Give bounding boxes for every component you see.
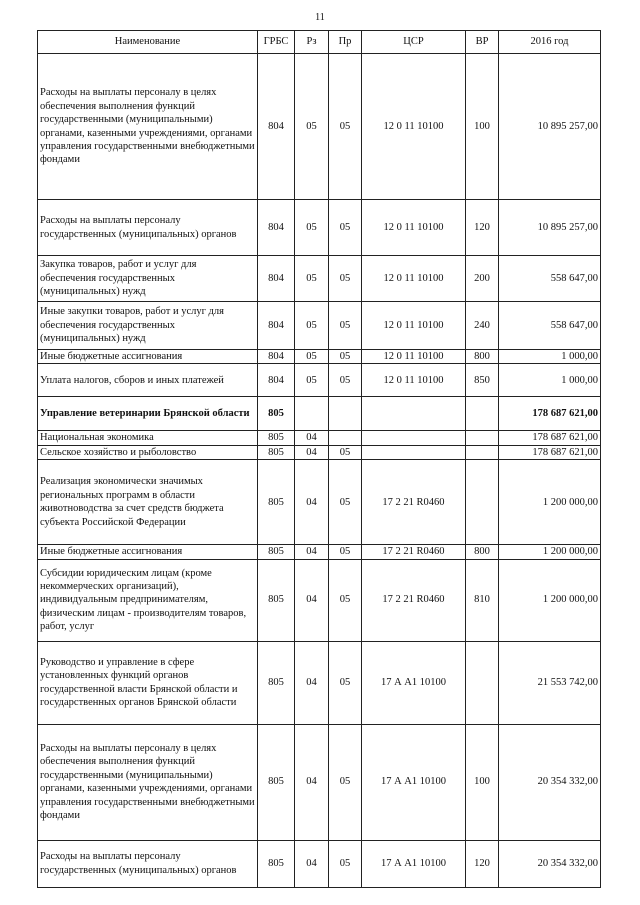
row-amount: 20 354 332,00 [499, 724, 601, 840]
row-name: Управление ветеринарии Брянской области [38, 397, 258, 431]
row-amount: 178 687 621,00 [499, 397, 601, 431]
row-rz: 04 [295, 559, 329, 641]
row-csr [362, 431, 466, 445]
row-rz: 04 [295, 545, 329, 559]
row-pr: 05 [329, 200, 362, 256]
table-row [38, 460, 601, 545]
row-name: Расходы на выплаты персоналу в целях обеспечения выполнения функций государственными (муниципальными) органами, казенными учреждениями, органами управления государственными внебюджетными фондами [38, 724, 258, 840]
row-amount: 558 647,00 [499, 302, 601, 350]
row-rz: 05 [295, 350, 329, 364]
row-amount: 1 000,00 [499, 364, 601, 397]
table-row [38, 364, 601, 397]
row-amount: 20 354 332,00 [499, 840, 601, 887]
row-name: Национальная экономика [38, 431, 258, 445]
row-pr: 05 [329, 54, 362, 200]
row-vr [466, 431, 499, 445]
header-vr: ВР [466, 31, 499, 54]
row-rz: 04 [295, 460, 329, 545]
row-pr [329, 431, 362, 445]
row-vr: 850 [466, 364, 499, 397]
row-pr [329, 397, 362, 431]
row-name: Иные бюджетные ассигнования [38, 545, 258, 559]
row-vr [466, 460, 499, 545]
row-grbs: 804 [258, 256, 295, 302]
row-vr: 120 [466, 200, 499, 256]
row-pr: 05 [329, 545, 362, 559]
row-amount: 1 000,00 [499, 350, 601, 364]
row-rz: 04 [295, 840, 329, 887]
row-vr: 120 [466, 840, 499, 887]
row-amount: 10 895 257,00 [499, 200, 601, 256]
row-grbs: 805 [258, 445, 295, 459]
row-name: Уплата налогов, сборов и иных платежей [38, 364, 258, 397]
table-row [38, 724, 601, 840]
row-pr: 05 [329, 559, 362, 641]
row-pr: 05 [329, 460, 362, 545]
table-row [38, 54, 601, 200]
row-name: Расходы на выплаты персоналу государственных (муниципальных) органов [38, 200, 258, 256]
header-year: 2016 год [499, 31, 601, 54]
row-name: Иные бюджетные ассигнования [38, 350, 258, 364]
row-name: Сельское хозяйство и рыболовство [38, 445, 258, 459]
row-name: Расходы на выплаты персоналу в целях обеспечения выполнения функций государственными (муниципальными) органами, казенными учреждениями, органами управления государственными внебюджетными фондами [38, 54, 258, 200]
row-vr [466, 445, 499, 459]
row-rz: 05 [295, 364, 329, 397]
row-csr: 17 А А1 10100 [362, 724, 466, 840]
row-rz [295, 397, 329, 431]
row-grbs: 804 [258, 350, 295, 364]
row-amount: 178 687 621,00 [499, 431, 601, 445]
row-grbs: 805 [258, 840, 295, 887]
row-pr: 05 [329, 445, 362, 459]
table-row [38, 200, 601, 256]
row-vr: 100 [466, 54, 499, 200]
row-amount: 1 200 000,00 [499, 545, 601, 559]
row-grbs: 805 [258, 724, 295, 840]
row-pr: 05 [329, 256, 362, 302]
row-csr: 12 0 11 10100 [362, 256, 466, 302]
row-name: Субсидии юридическим лицам (кроме некоммерческих организаций), индивидуальным предпринимателям, физическим лицам - производителям товаров, работ, услуг [38, 559, 258, 641]
header-name: Наименование [38, 31, 258, 54]
table-row [38, 397, 601, 431]
row-name: Иные закупки товаров, работ и услуг для обеспечения государственных (муниципальных) нужд [38, 302, 258, 350]
header-grbs: ГРБС [258, 31, 295, 54]
header-csr: ЦСР [362, 31, 466, 54]
row-grbs: 804 [258, 200, 295, 256]
row-rz: 05 [295, 302, 329, 350]
row-grbs: 804 [258, 364, 295, 397]
table-row [38, 545, 601, 559]
row-name: Расходы на выплаты персоналу государственных (муниципальных) органов [38, 840, 258, 887]
row-csr: 12 0 11 10100 [362, 302, 466, 350]
row-amount: 558 647,00 [499, 256, 601, 302]
row-amount: 178 687 621,00 [499, 445, 601, 459]
row-vr: 800 [466, 545, 499, 559]
row-grbs: 804 [258, 54, 295, 200]
row-vr: 200 [466, 256, 499, 302]
header-rz: Рз [295, 31, 329, 54]
row-grbs: 805 [258, 545, 295, 559]
row-csr: 12 0 11 10100 [362, 364, 466, 397]
row-vr: 100 [466, 724, 499, 840]
table-row [38, 431, 601, 445]
row-vr: 800 [466, 350, 499, 364]
row-csr: 17 2 21 R0460 [362, 559, 466, 641]
row-grbs: 805 [258, 460, 295, 545]
row-amount: 10 895 257,00 [499, 54, 601, 200]
row-csr: 12 0 11 10100 [362, 350, 466, 364]
row-amount: 21 553 742,00 [499, 641, 601, 724]
table-row [38, 302, 601, 350]
row-csr: 12 0 11 10100 [362, 200, 466, 256]
row-name: Реализация экономически значимых региональных программ в области животноводства за счет средств бюджета субъекта Российской Федерации [38, 460, 258, 545]
row-rz: 04 [295, 431, 329, 445]
row-pr: 05 [329, 350, 362, 364]
row-csr: 17 2 21 R0460 [362, 460, 466, 545]
row-rz: 05 [295, 200, 329, 256]
row-pr: 05 [329, 302, 362, 350]
row-csr: 17 А А1 10100 [362, 641, 466, 724]
row-amount: 1 200 000,00 [499, 559, 601, 641]
row-name: Закупка товаров, работ и услуг для обеспечения государственных (муниципальных) нужд [38, 256, 258, 302]
row-amount: 1 200 000,00 [499, 460, 601, 545]
row-pr: 05 [329, 840, 362, 887]
row-csr: 17 А А1 10100 [362, 840, 466, 887]
row-vr: 240 [466, 302, 499, 350]
row-rz: 04 [295, 445, 329, 459]
row-grbs: 804 [258, 302, 295, 350]
row-rz: 04 [295, 724, 329, 840]
row-csr: 12 0 11 10100 [362, 54, 466, 200]
row-pr: 05 [329, 724, 362, 840]
row-grbs: 805 [258, 431, 295, 445]
row-rz: 05 [295, 256, 329, 302]
row-vr [466, 397, 499, 431]
table-row [38, 641, 601, 724]
row-rz: 04 [295, 641, 329, 724]
row-name: Руководство и управление в сфере установленных функций органов государственной власти Брянской области и государственных органов Брянской области [38, 641, 258, 724]
budget-table [37, 30, 601, 888]
row-csr [362, 445, 466, 459]
row-vr: 810 [466, 559, 499, 641]
page-number: 11 [315, 12, 325, 23]
row-grbs: 805 [258, 397, 295, 431]
row-csr: 17 2 21 R0460 [362, 545, 466, 559]
row-pr: 05 [329, 641, 362, 724]
table-header-row [38, 31, 601, 54]
table-row [38, 445, 601, 459]
row-vr [466, 641, 499, 724]
table-row [38, 559, 601, 641]
row-pr: 05 [329, 364, 362, 397]
row-csr [362, 397, 466, 431]
row-grbs: 805 [258, 641, 295, 724]
table-row [38, 256, 601, 302]
table-row [38, 840, 601, 887]
header-pr: Пр [329, 31, 362, 54]
row-grbs: 805 [258, 559, 295, 641]
table-row [38, 350, 601, 364]
row-rz: 05 [295, 54, 329, 200]
